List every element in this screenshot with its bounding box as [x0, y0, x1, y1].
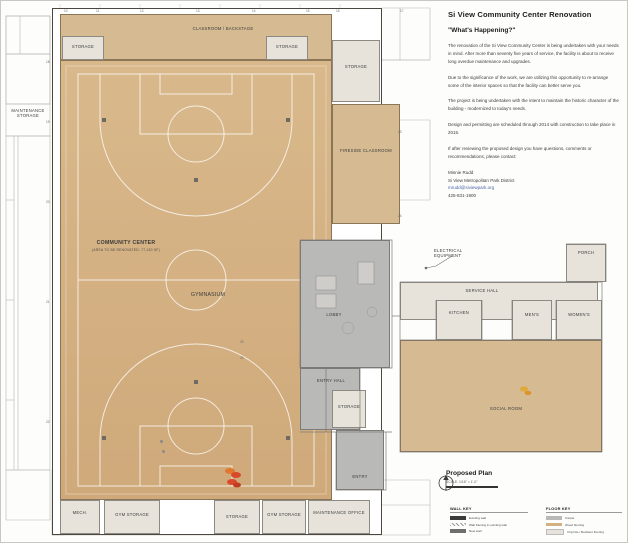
label-mens: MEN'S [524, 312, 540, 317]
floor-key-label-vinyl: Vinyl tile / Resilient flooring [567, 529, 604, 534]
floor-key-swatch-wood [546, 523, 562, 526]
label-storage-n2: STORAGE [275, 44, 299, 49]
wall-key [450, 506, 528, 536]
panel-paragraph-1: The renovation of the Si View Community Center is being undertaken with your needs in mind. After more than seventy five years of service, the facility is about to receive long overdue maintenance and upgrades. [448, 43, 619, 64]
wall-key-title: WALL KEY [450, 506, 528, 513]
room-mech [60, 500, 100, 534]
panel-subtitle: "What's Happening?" [448, 27, 516, 34]
label-kitchen: KITCHEN [448, 310, 470, 315]
label-mech: MECH. [72, 510, 88, 515]
label-fireside-classroom: FIRESIDE CLASSROOM [340, 148, 392, 153]
grid-number: 14 [252, 9, 256, 13]
floor-key-row [546, 516, 622, 520]
label-maintenance-storage: MAINTENANCE STORAGE [11, 108, 45, 119]
grid-number: 21 [46, 300, 50, 304]
east-wing-partitions [296, 236, 608, 498]
figure-group-a [222, 465, 248, 496]
label-entry: ENTRY [352, 474, 368, 479]
grid-number: 22 [46, 420, 50, 424]
label-community-center-area: (AREA TO BE RENOVATED: 77,130 SF) [92, 248, 160, 252]
floor-key-row [546, 529, 622, 534]
label-entry-hall: ENTRY HALL [316, 378, 346, 383]
label-storage-south: STORAGE [337, 404, 361, 409]
figure-dot-b [162, 450, 165, 453]
info-panel [448, 10, 620, 200]
label-lobby: LOBBY [326, 312, 342, 317]
floor-key-title: FLOOR KEY [546, 506, 622, 513]
grid-number: 25 [240, 340, 244, 344]
label-storage-nw: STORAGE [71, 44, 95, 49]
room-fireside-classroom [332, 104, 400, 224]
wall-key-swatch-framing [450, 523, 466, 526]
figure-dot-a [160, 440, 163, 443]
grid-number: 12 [140, 9, 144, 13]
label-electrical-equipment: ELECTRICAL EQUIPMENT [434, 248, 463, 259]
grid-number: 19 [46, 120, 50, 124]
label-storage-ne: STORAGE [344, 64, 368, 69]
label-storage-sw: STORAGE [225, 514, 249, 519]
grid-number: 26 [240, 356, 244, 360]
panel-paragraph-3: The project is being undertaken with the intent to maintain the historic character of the building - modernized to today's needs. [448, 98, 619, 112]
room-maintenance-office [308, 500, 370, 534]
label-maintenance-office: MAINTENANCE OFFICE [313, 510, 365, 515]
floor-key-swatch-vinyl [546, 529, 564, 534]
label-classroom-backstage: CLASSROOM / BACKSTAGE [192, 26, 254, 31]
scale-bar [446, 486, 498, 488]
label-social-room: SOCIAL ROOM [489, 406, 523, 411]
wall-key-label-existing: Existing wall [469, 516, 487, 520]
plan-title-block [446, 470, 566, 484]
floor-key [546, 506, 622, 537]
label-service-hall: SERVICE HALL [465, 288, 499, 293]
room-storage-ne [332, 40, 380, 102]
wall-key-row [450, 529, 528, 533]
contact-block [448, 169, 620, 201]
contact-phone: 425-831-1900 [448, 193, 477, 199]
label-gymnasium: GYMNASIUM [190, 292, 226, 298]
grid-number: 15 [306, 9, 310, 13]
label-gym-storage-2: GYM STORAGE [267, 512, 301, 517]
wall-key-label-new: New wall [469, 529, 482, 534]
floor-key-row [546, 523, 622, 527]
grid-number: 20 [46, 200, 50, 204]
grid-number: 13 [196, 9, 200, 13]
panel-paragraph-4: Design and permitting are scheduled through 2014 with construction to take place in 2015. [448, 122, 616, 135]
grid-number: 16 [336, 9, 340, 13]
panel-paragraph-2: Due to the significance of the work, we are utilizing this opportunity to re-arrange some of the interior spaces so that the facility can better serve you. [448, 74, 609, 88]
grid-number: 11 [96, 9, 100, 13]
floor-key-swatch-carpet [546, 516, 562, 519]
contact-name: Minnie Rudd [448, 169, 474, 175]
wall-key-row [450, 516, 528, 520]
panel-title: Si View Community Center Renovation [448, 10, 592, 19]
grid-number: 23 [398, 130, 402, 134]
wall-key-swatch-new [450, 529, 466, 532]
label-community-center: COMMUNITY CENTER [96, 240, 156, 246]
contact-org: Si View Metropolitan Park District [448, 177, 515, 183]
wall-key-swatch-existing [450, 516, 466, 519]
wall-key-row [450, 523, 528, 527]
label-womens: WOMEN'S [568, 312, 590, 317]
grid-number: 18 [46, 60, 50, 64]
plan-title: Proposed Plan [446, 470, 493, 477]
label-porch: PORCH [577, 250, 595, 255]
floor-key-label-carpet: Carpet [565, 516, 575, 520]
panel-paragraph-5: If after reviewing the proposed design you have questions, comments or recommendations, please contact: [448, 145, 592, 159]
grid-number: 17 [400, 9, 404, 13]
plan-scale-note: SCALE: 1/16" = 1'-0" [446, 480, 478, 484]
grid-number: 10 [64, 9, 68, 13]
grid-number: 24 [398, 214, 402, 218]
wall-key-label-framing: Wall framing in existing wall [469, 522, 507, 527]
floor-key-label-wood: Wood flooring [565, 522, 585, 527]
label-gym-storage: GYM STORAGE [115, 512, 149, 517]
basketball-court-markings [60, 60, 332, 500]
contact-email[interactable]: mrudd@siviewpark.org [448, 185, 495, 191]
